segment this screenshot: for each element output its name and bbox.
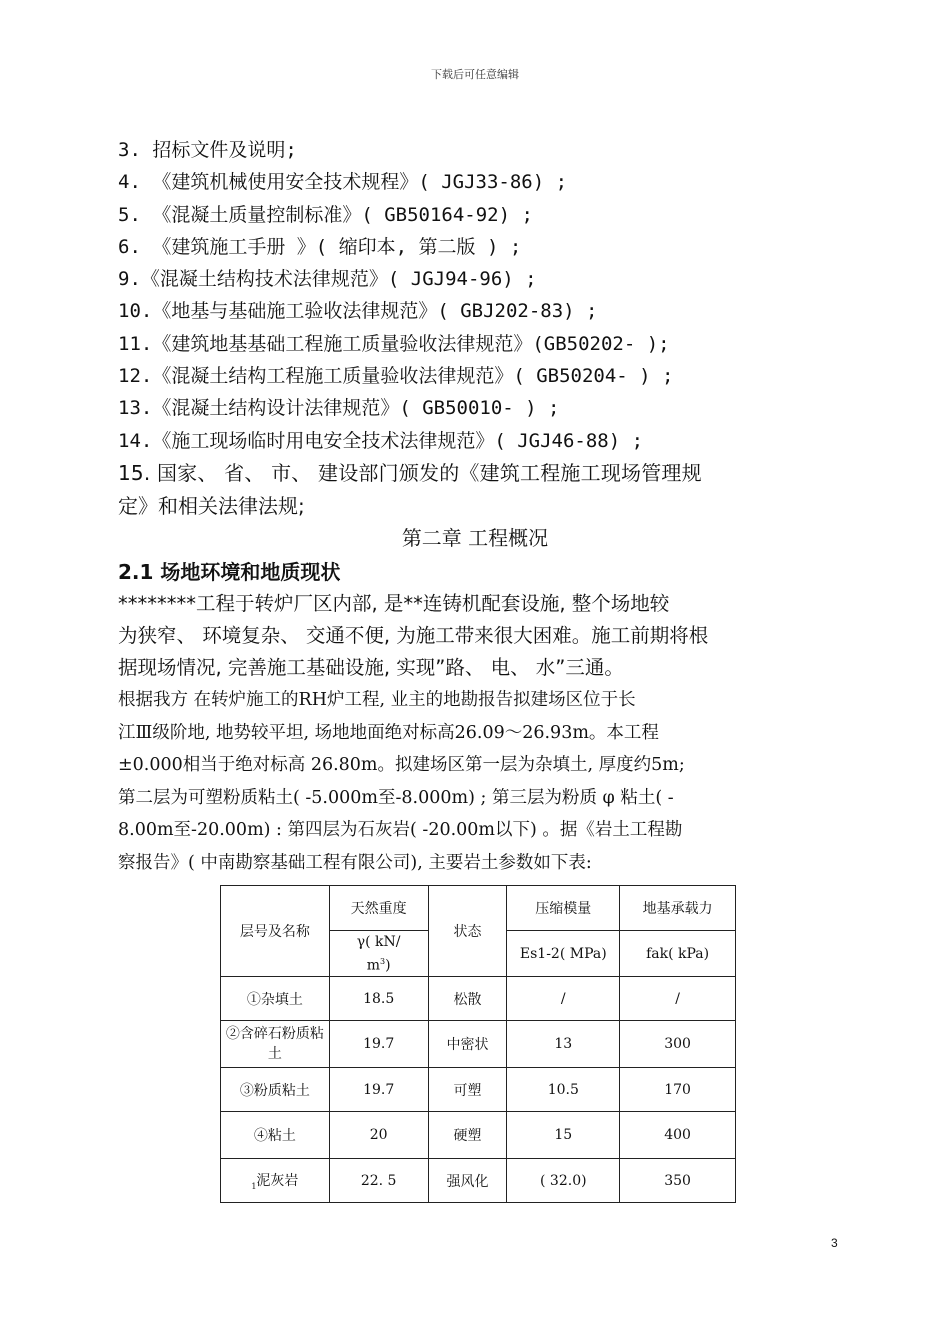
density-unit-sup: 3 [380,956,386,966]
list-item: 6. 《建筑施工手册 》( 缩印本, 第二版 ) ; [118,235,522,258]
list-item-15-line1: 15. 国家、 省、 市、 建设部门颁发的《建筑工程施工现场管理规 [118,461,702,485]
paragraph-line: ±0.000相当于绝对标高 26.80m。拟建场区第一层为杂填土, 厚度约5m; [118,755,685,775]
header-layer: 层号及名称 [221,886,330,977]
list-item-15 [118,457,838,523]
cell-state: 松散 [428,977,507,1021]
cell-gamma: 20 [329,1112,428,1159]
list-item: 14.《施工现场临时用电安全技术法律规范》( JGJ46-88) ; [118,429,644,452]
density-unit-close: ) [385,957,391,974]
list-item: 3. 招标文件及说明; [118,139,297,161]
cell-es: 13 [507,1021,620,1068]
site-environment-paragraph [118,588,838,684]
paragraph-line: ********工程于转炉厂区内部, 是**连铸机配套设施, 整个场地较 [118,592,670,615]
soil-parameter-table [220,885,736,1203]
list-item: 9.《混凝土结构技术法律规范》( JGJ94-96) ; [118,268,537,291]
cell-fak: 350 [620,1159,736,1203]
reference-list [118,134,838,457]
cell-gamma: 18.5 [329,977,428,1021]
header-density-unit [329,931,428,977]
paragraph-line: 察报告》( 中南勘察基础工程有限公司), 主要岩土参数如下表: [118,852,592,873]
density-unit-line2: m [366,957,380,974]
paragraph-line: 根据我方 在转炉施工的RH炉工程, 业主的地勘报告拟建场区位于长 [118,690,636,710]
cell-name: ②含碎石粉质粘土 [221,1021,330,1068]
list-item: 11.《建筑地基基础工程施工质量验收法律规范》(GB50202- ); [118,332,670,355]
paragraph-line: 为狭窄、 环境复杂、 交通不便, 为施工带来很大困难。施工前期将根 [118,624,709,647]
cell-state: 硬塑 [428,1112,507,1159]
header-modulus: 压缩模量 [507,886,620,931]
cell-es: 15 [507,1112,620,1159]
chapter-title: 第二章 工程概况 [401,526,549,550]
table-row [221,1068,736,1112]
cell-fak: 170 [620,1068,736,1112]
cell-name-sub: 1 [251,1181,257,1191]
cell-name [221,1159,330,1203]
page-header: 下载后可任意编辑 [431,68,519,81]
cell-fak: 400 [620,1112,736,1159]
table-row [221,977,736,1021]
paragraph-line: 江Ⅲ级阶地, 地势较平坦, 场地地面绝对标高26.09～26.93m。本工程 [118,722,659,743]
header-state: 状态 [428,886,507,977]
cell-name-text: 泥灰岩 [256,1173,299,1190]
cell-name: ①杂填土 [221,977,330,1021]
cell-fak: / [620,977,736,1021]
table-row [221,1021,736,1068]
cell-es: ( 32.0) [507,1159,620,1203]
list-item: 12.《混凝土结构工程施工质量验收法律规范》( GB50204- ) ; [118,365,674,388]
table-row [221,1112,736,1159]
list-item: 13.《混凝土结构设计法律规范》( GB50010- ) ; [118,397,560,420]
header-bearing-unit: fak( kPa) [620,931,736,977]
list-item: 10.《地基与基础施工验收法律规范》( GBJ202-83) ; [118,300,598,323]
list-item: 5. 《混凝土质量控制标准》( GB50164-92) ; [118,203,533,226]
cell-gamma: 19.7 [329,1021,428,1068]
cell-gamma: 22. 5 [329,1159,428,1203]
cell-name: ③粉质粘土 [221,1068,330,1112]
geology-paragraph [118,684,838,879]
cell-state: 可塑 [428,1068,507,1112]
page-number: 3 [831,1236,838,1250]
header-bearing: 地基承载力 [620,886,736,931]
cell-es: / [507,977,620,1021]
header-density: 天然重度 [329,886,428,931]
density-unit-line1: γ( kN/ [356,933,401,950]
cell-state: 中密状 [428,1021,507,1068]
section-title: 2.1 场地环境和地质现状 [118,560,341,584]
cell-state: 强风化 [428,1159,507,1203]
table-row [221,1159,736,1203]
header-modulus-unit: Es1-2( MPa) [507,931,620,977]
cell-es: 10.5 [507,1068,620,1112]
paragraph-line: 据现场情况, 完善施工基础设施, 实现”路、 电、 水”三通。 [118,656,624,679]
cell-name: ④粘土 [221,1112,330,1159]
list-item-15-line2: 定》和相关法律法规; [118,494,305,518]
cell-fak: 300 [620,1021,736,1068]
list-item: 4. 《建筑机械使用安全技术规程》( JGJ33-86) ; [118,171,568,194]
paragraph-line: 8.00m至-20.00m) : 第四层为石灰岩( -20.00m以下) 。据《岩土工程勘 [118,820,683,840]
paragraph-line: 第二层为可塑粉质粘土( -5.000m至-8.000m) ; 第三层为粉质 φ 粘土( - [118,787,674,808]
cell-gamma: 19.7 [329,1068,428,1112]
